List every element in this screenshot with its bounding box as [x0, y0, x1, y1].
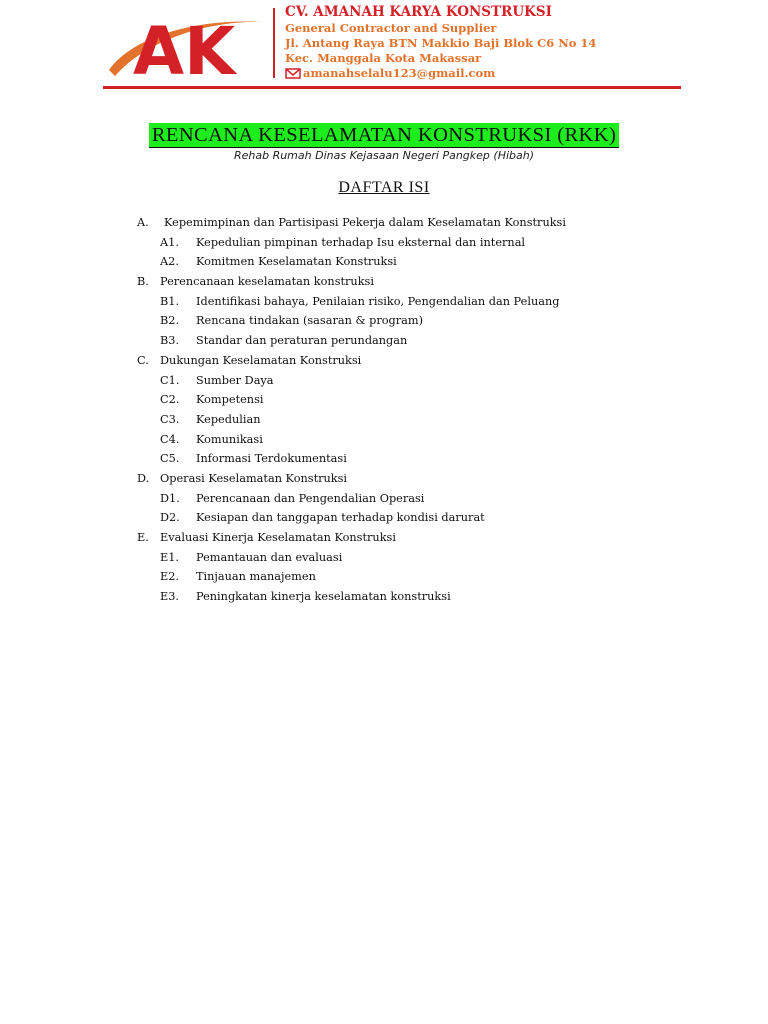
toc-subitem — [137, 391, 697, 411]
subitem-label: Komitmen Keselamatan Konstruksi — [196, 255, 397, 269]
toc-subitem — [137, 372, 697, 392]
subitem-label: Peningkatan kinerja keselamatan konstruksi — [196, 590, 451, 604]
subitem-code: D2. — [160, 511, 180, 525]
toc-subitem — [137, 293, 697, 313]
company-logo — [103, 6, 273, 80]
subitem-code: E2. — [160, 570, 180, 584]
letterhead-divider — [273, 8, 275, 78]
toc-subitem — [137, 450, 697, 470]
section-letter: E. — [137, 531, 149, 544]
subitem-code: C4. — [160, 432, 180, 446]
toc-subitem — [137, 312, 697, 332]
toc-subitem — [137, 234, 697, 254]
toc-section — [137, 529, 697, 549]
letterhead-rule — [103, 86, 681, 89]
section-letter: D. — [137, 471, 150, 485]
toc-subitem — [137, 431, 697, 451]
subitem-label: Rencana tindakan (sasaran & program) — [196, 314, 424, 328]
section-label: Perencanaan keselamatan konstruksi — [160, 275, 374, 289]
section-label: Evaluasi Kinerja Keselamatan Konstruksi — [160, 531, 396, 544]
subitem-label: Pemantauan dan evaluasi — [196, 550, 343, 564]
document-title: RENCANA KESELAMATAN KONSTRUKSI (RKK) — [149, 123, 619, 148]
toc-subitem — [137, 509, 697, 529]
subitem-code: A1. — [160, 235, 179, 249]
toc-section — [137, 352, 697, 372]
section-label: Dukungan Keselamatan Konstruksi — [160, 353, 362, 367]
section-label: Kepemimpinan dan Partisipasi Pekerja dalam Keselamatan Konstruksi — [164, 216, 566, 229]
subitem-label: Komunikasi — [196, 432, 263, 446]
toc-subitem — [137, 332, 697, 352]
company-info — [285, 4, 596, 81]
toc-subitem — [137, 568, 697, 588]
subitem-code: C1. — [160, 373, 180, 387]
svg-text:AK: AK — [133, 13, 236, 80]
toc-subitem — [137, 549, 697, 569]
subitem-code: B1. — [160, 294, 180, 308]
company-address-2: Kec. Manggala Kota Makassar — [285, 51, 482, 65]
subitem-label: Sumber Daya — [196, 373, 274, 387]
toc-heading: DAFTAR ISI — [338, 179, 430, 196]
section-letter: C. — [137, 353, 149, 367]
title-wrap — [0, 123, 768, 148]
subitem-label: Informasi Terdokumentasi — [196, 452, 347, 466]
subitem-code: E3. — [160, 590, 180, 604]
document-subtitle: Rehab Rumah Dinas Kejasaan Negeri Pangkep (Hibah) — [233, 149, 535, 162]
toc-subitem — [137, 490, 697, 510]
subitem-code: C2. — [160, 393, 180, 407]
company-name: CV. AMANAH KARYA KONSTRUKSI — [285, 4, 552, 20]
subitem-label: Kepedulian pimpinan terhadap Isu eksternal dan internal — [196, 235, 526, 249]
subitem-label: Kompetensi — [196, 393, 264, 407]
section-letter: A. — [137, 216, 149, 229]
toc-subitem — [137, 588, 697, 608]
subitem-code: B3. — [160, 334, 180, 348]
toc-section — [137, 470, 697, 490]
mail-icon — [285, 68, 301, 79]
company-email-row — [285, 66, 596, 81]
company-email: amanahselalu123@gmail.com — [303, 66, 496, 80]
subitem-code: C5. — [160, 452, 180, 466]
letterhead — [103, 0, 683, 88]
subitem-code: E1. — [160, 550, 180, 564]
subitem-label: Standar dan peraturan perundangan — [196, 334, 408, 348]
toc-section — [137, 273, 697, 293]
company-tagline: General Contractor and Supplier — [285, 21, 497, 35]
subitem-code: D1. — [160, 491, 180, 505]
subitem-label: Kepedulian — [196, 412, 261, 426]
table-of-contents — [137, 214, 697, 608]
toc-section — [137, 214, 697, 234]
subitem-label: Perencanaan dan Pengendalian Operasi — [196, 491, 425, 505]
toc-subitem — [137, 411, 697, 431]
section-label: Operasi Keselamatan Konstruksi — [160, 471, 348, 485]
subitem-code: C3. — [160, 412, 180, 426]
subitem-label: Kesiapan dan tanggapan terhadap kondisi darurat — [196, 511, 485, 525]
subitem-label: Tinjauan manajemen — [196, 570, 316, 584]
company-address-1: Jl. Antang Raya BTN Makkio Baji Blok C6 No 14 — [285, 36, 597, 50]
section-letter: B. — [137, 275, 149, 289]
subitem-code: A2. — [160, 255, 179, 269]
subitem-code: B2. — [160, 314, 180, 328]
subitem-label: Identifikasi bahaya, Penilaian risiko, Pengendalian dan Peluang — [196, 294, 560, 308]
toc-subitem — [137, 253, 697, 273]
